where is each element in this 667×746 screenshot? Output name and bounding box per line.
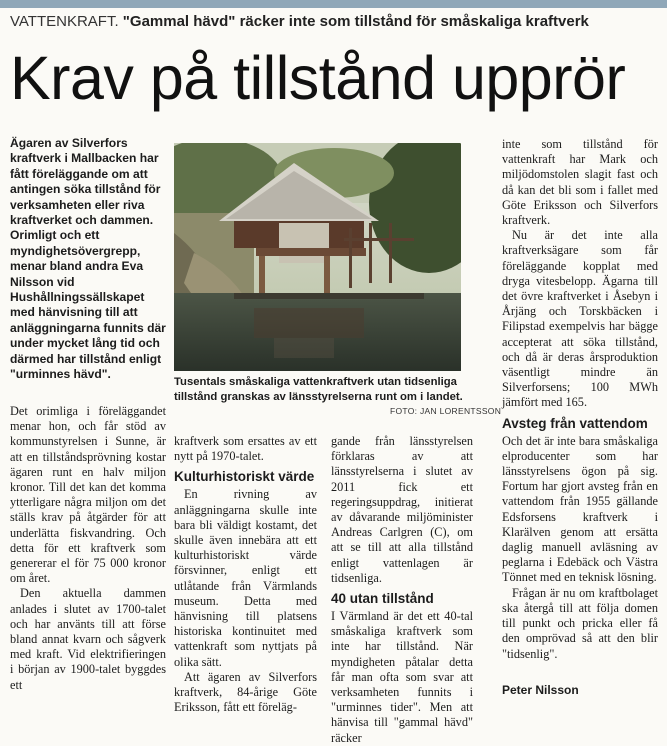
headline: Krav på tillstånd upprör: [10, 44, 626, 112]
column-2: [174, 434, 317, 715]
ingress: Ägaren av Silverfors kraftverk i Mallbacken har fått föreläggande om att antingen söka tillstånd för verksamheten eller riva kraftverket och dammen. Orimligt och ett myndighetsövergrepp, menar bland andra Eva Nilsson vid Hushållningssällskapet med hänvisning till att anläggningarna funnits där under mycket lång tid och därmed har tillstånd enligt "urminnes hävd".: [10, 136, 166, 382]
paragraph: Att ägaren av Silverfors kraftverk, 84-årige Göte Eriksson, fått ett föreläg-: [174, 669, 317, 715]
kicker: [10, 13, 660, 30]
subheading: Avsteg från vattendom: [502, 415, 648, 431]
photo-illustration: [174, 143, 461, 371]
kicker-quote: "Gammal hävd": [122, 13, 236, 30]
paragraph: gande från länsstyrelsen förklaras av att länsstyrelserna i slutet av 2011 fick ett regeringsuppdrag, initierat av dåvarande miljöminister Andreas Carlgren (C), om att se till att alla tillstånd enligt vattenlagen är tidsenliga.: [331, 434, 473, 585]
column-3: [331, 434, 473, 746]
column-4: [502, 137, 658, 662]
paragraph: Den aktuella dammen anlades i slutet av 1700-talet och har använts till att förse bland annat kvarn och sågverk med kraft. Vid elektrifieringen i början av 1900-talet byggdes ett: [10, 586, 166, 692]
paragraph: Nu är det inte alla kraftverksägare som får föreläggande kopplat med dryga vitesbelopp. Ägarna till det övre kraftverket i Åsebyn i Årjäng och Torskbäcken i Filipstad exempelvis har bägge accepterat att söka tillstånd, och då är deras årsproduktion väsentligt mindre än Silverforsens; 100 MWh jämfört med 165.: [502, 228, 658, 410]
paragraph: Frågan är nu om kraftbolaget ska återgå till att följa domen till punkt och pricka eller få den omprövad så att den blir "tidsenlig".: [502, 585, 658, 661]
paragraph: kraftverk som ersattes av ett nytt på 1970-talet.: [174, 434, 317, 464]
subheading: Kulturhistoriskt värde: [174, 469, 315, 485]
photo-credit: FOTO: JAN LORENTSSON: [390, 406, 502, 416]
paragraph: Och det är inte bara småskaliga elproducenter som har länsstyrelsens ögon på sig. Fortum har gjort avsteg från en vattendom från 1955 gällande Edsforsens kraftverk i Klarälven genom att ersätta daglig manuell avläsning av peglarna i Edebäck och Västra Tönnet med en teknisk lösning.: [502, 433, 658, 585]
kicker-label: VATTENKRAFT.: [10, 13, 119, 30]
photo-hydropower-station: [174, 143, 461, 371]
column-1: [10, 404, 166, 693]
paragraph: En rivning av anläggningarna skulle inte bara bli väldigt kostamt, det skulle även innebära att ett kulturhistoriskt värde försvinner, enligt ett utlåtande från Värmlands museum. Detta med hänvisning till platsens historiska kontinuitet med vattenkraft som nyttjats på olika sätt.: [174, 487, 317, 669]
byline: Peter Nilsson: [502, 683, 579, 697]
paragraph: inte som tillstånd för vattenkraft har Mark och miljödomstolen slagit fast och då kan det bli som i fallet med Göte Eriksson och Silverfors kraftverk.: [502, 137, 658, 228]
photo-caption: Tusentals småskaliga vattenkraftverk utan tidsenliga tillstånd granskas av länsstyrelserna runt om i landet.: [174, 376, 463, 403]
paragraph: Det orimliga i föreläggandet menar hon, och får stöd av kommunstyrelsen i Sunne, är att en tillståndsprövning kostar ägaren runt en halv miljon kronor. Till det kan det komma ytterligare några miljon om det ställs krav på åtgärder för att underlätta fiskvandring. Och detta för ett kraftverk som genererar el för 75 000 kronor om året.: [10, 404, 166, 586]
subheading: 40 utan tillstånd: [331, 591, 434, 607]
paragraph: I Värmland är det ett 40-tal småskaliga kraftverk som inte har tillstånd. När myndigheten påtalar detta får man ofta som svar att verksamheten funnits i "urminnes tider". Men att hänvisa till "gammal hävd" räcker: [331, 609, 473, 745]
kicker-text: räcker inte som tillstånd för småskaliga kraftverk: [239, 13, 589, 30]
top-color-bar: [0, 0, 667, 8]
